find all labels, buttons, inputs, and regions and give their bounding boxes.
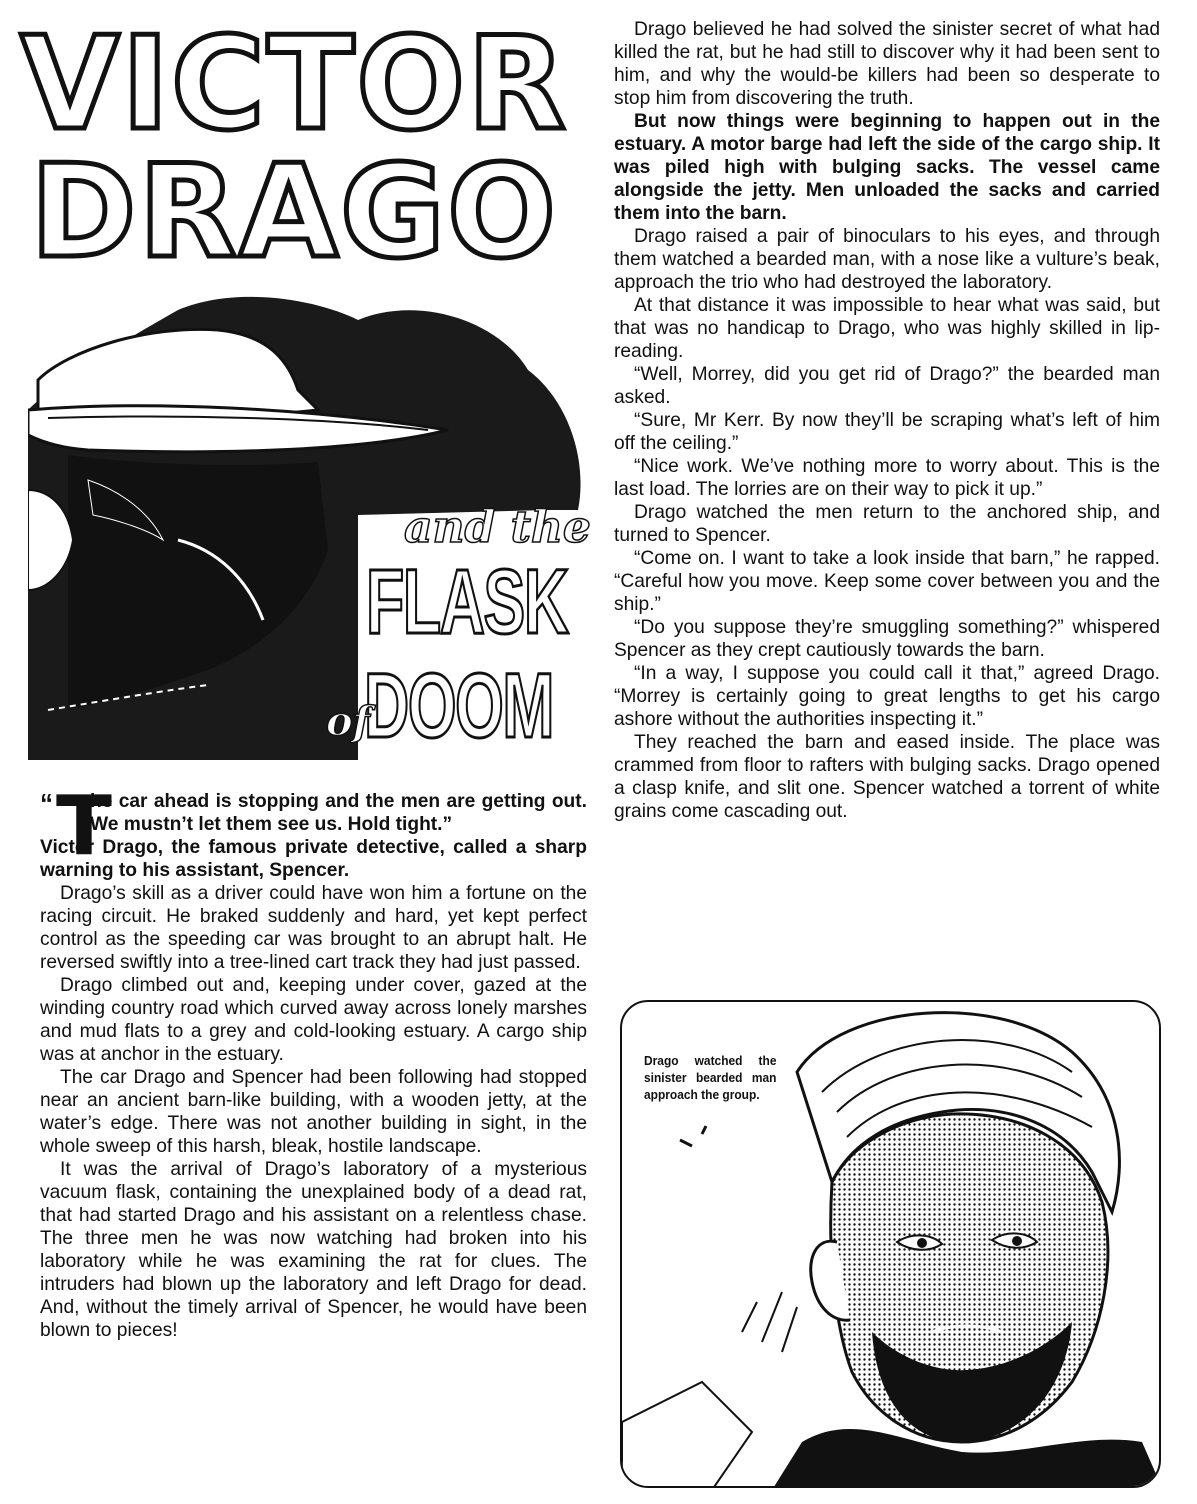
panel-caption: Drago watched the sinister bearded man approach the group. xyxy=(644,1053,777,1102)
right-paragraph-bold: But now things were beginning to happen out in the estuary. A motor barge had left the side of the cargo ship. It was piled high with bulging sacks. The vessel came alongside the jetty. Men unloaded the sacks and carried them into the barn. xyxy=(614,111,1160,224)
title-victor: VICTOR xyxy=(20,10,568,159)
left-paragraph: The car Drago and Spencer had been following had stopped near an ancient barn-like building, with a wooden jetty, at the water’s edge. There was not another building in sight, in the whole sweep of this harsh, bleak, hostile landscape. xyxy=(40,1067,587,1157)
left-paragraph: It was the arrival of Drago’s laboratory of a mysterious vacuum flask, containing the unexplained body of a dead rat, that had started Drago and his assistant on a relentless chase. The three men he was now watching had broken into his laboratory while he was examining the rat for clues. The intruders had blown up the laboratory and left Drago for dead. And, without the timely arrival of Spencer, he would have been blown to pieces! xyxy=(40,1159,587,1341)
right-paragraph: “Do you suppose they’re smuggling something?” whispered Spencer as they crept cautiously towards the barn. xyxy=(614,617,1160,661)
title-drago: DRAGO xyxy=(30,138,558,287)
left-column xyxy=(40,779,587,1342)
subtitle-doom: DOOM xyxy=(364,655,554,757)
right-paragraph: Drago believed he had solved the sinister secret of what had killed the rat, but he had still to discover why it had been sent to him, and why the would-be killers had been so desperate to stop him from discovering the truth. xyxy=(614,19,1160,109)
illustration-panel xyxy=(620,1000,1161,1488)
right-paragraph: Drago raised a pair of binoculars to his eyes, and through them watched a bearded man, with a nose like a vulture’s beak, approach the trio who had destroyed the laboratory. xyxy=(614,226,1160,293)
drop-cap: T xyxy=(56,779,112,874)
subtitle-and-the: and the xyxy=(404,502,591,553)
right-paragraph: “Nice work. We’ve nothing more to worry about. This is the last load. The lorries are on their way to pick it up.” xyxy=(614,456,1160,500)
right-paragraph: “Well, Morrey, did you get rid of Drago?” the bearded man asked. xyxy=(614,364,1160,408)
right-paragraph: Drago watched the men return to the anchored ship, and turned to Spencer. xyxy=(614,502,1160,546)
left-paragraph: Drago climbed out and, keeping under cover, gazed at the winding country road which curved away across lonely marshes and mud flats to a grey and cold-looking estuary. A cargo ship was at anchor in the estuary. xyxy=(40,975,587,1065)
subtitle-of: of xyxy=(326,698,370,745)
open-quote: “ xyxy=(40,788,53,818)
right-paragraph: At that distance it was impossible to hear what was said, but that was no handicap to Drago, who was highly skilled in lip-reading. xyxy=(614,295,1160,362)
right-paragraph: “Sure, Mr Kerr. By now they’ll be scraping what’s left of him off the ceiling.” xyxy=(614,410,1160,454)
right-paragraph: They reached the barn and eased inside. The place was crammed from floor to rafters with bulging sacks. Drago opened a clasp knife, and slit one. Spencer watched a torrent of white grains come cascading out. xyxy=(614,732,1160,822)
subtitle-flask: FLASK xyxy=(366,551,568,653)
right-column xyxy=(614,18,1160,823)
left-paragraph: Drago’s skill as a driver could have won him a fortune on the racing circuit. He braked suddenly and hard, yet kept perfect control as the speeding car was brought to an abrupt halt. He reversed swiftly into a tree-lined cart track they had just passed. xyxy=(40,883,587,973)
intro-quote-text: he car ahead is stopping and the men are getting out. We mustn’t let them see us. Hold tight.” xyxy=(90,791,587,835)
intro-lead: Victor Drago, the famous private detective, called a sharp warning to his assistant, Spencer. xyxy=(40,837,587,881)
right-paragraph: “Come on. I want to take a look inside that barn,” he rapped. “Careful how you move. Keep some cover between you and the ship.” xyxy=(614,548,1160,615)
right-paragraph: “In a way, I suppose you could call it that,” agreed Drago. “Morrey is certainly going to great lengths to get his cargo ashore without the authorities inspecting it.” xyxy=(614,663,1160,730)
